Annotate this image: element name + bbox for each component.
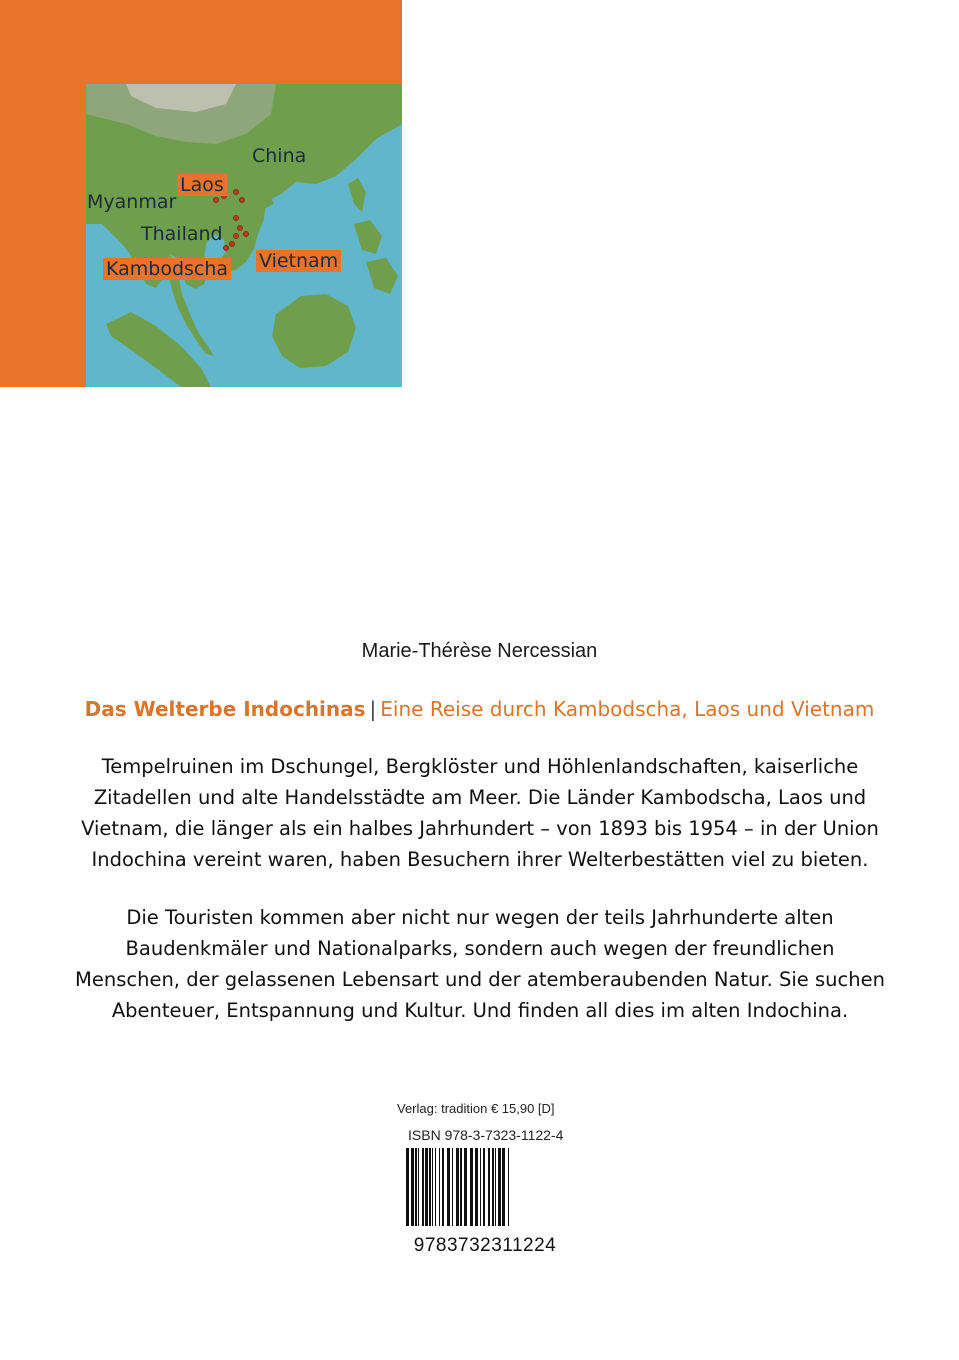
- barcode-bar: [464, 1148, 467, 1226]
- barcode-bar: [432, 1148, 433, 1226]
- barcode-bar: [488, 1148, 490, 1226]
- author-name: Marie-Thérèse Nercessian: [361, 640, 598, 662]
- title-separator: |: [369, 697, 377, 721]
- barcode-bar: [452, 1148, 453, 1226]
- map-label-vietnam: Vietnam: [256, 250, 341, 272]
- isbn-text: ISBN 978-3-7323-1122-4: [408, 1127, 564, 1143]
- barcode-bar: [425, 1148, 428, 1226]
- blurb-paragraph-1: Tempelruinen im Dschungel, Bergklöster und Höhlenlandschaften, kaiserliche Zitadellen und alte Handelsstädte am Meer. Die Länder Kambodscha, Laos und Vietnam, die länger als ein halbes Jahrhundert – von 1893 bis 1954 – in der Union Indochina vereint waren, haben Besuchern ihrer Welterbestätten viel zu bieten.: [81, 755, 879, 871]
- barcode-bar: [470, 1148, 473, 1226]
- barcode-bar: [429, 1148, 431, 1226]
- map-label-thailand: Thailand: [141, 223, 223, 245]
- barcode-bar: [422, 1148, 424, 1226]
- barcode-bar: [447, 1148, 450, 1226]
- blurb-paragraph-2: Die Touristen kommen aber nicht nur wegen der teils Jahrhunderte alten Baudenkmäler und Nationalparks, sondern auch wegen der freundlichen Menschen, der gelassenen Lebensart und der atemberaubenden Natur. Sie suchen Abenteuer, Entspannung und Kultur. Und finden all dies im alten Indochina.: [75, 906, 885, 1022]
- barcode-bar: [492, 1148, 494, 1226]
- barcode-bar: [442, 1148, 444, 1226]
- publisher-price: Verlag: tradition € 15,90 [D]: [397, 1101, 555, 1116]
- barcode-bar: [480, 1148, 481, 1226]
- barcode-bar: [483, 1148, 485, 1226]
- barcode-bar: [439, 1148, 440, 1226]
- map-label-myanmar: Myanmar: [87, 191, 177, 213]
- barcode-bar: [456, 1148, 459, 1226]
- map-label-laos: Laos: [177, 174, 227, 196]
- barcode-bar: [475, 1148, 478, 1226]
- title-main: Das Welterbe Indochinas: [84, 697, 366, 721]
- barcode: [405, 1148, 561, 1226]
- barcode-bar: [502, 1148, 505, 1226]
- map-label-kambodscha: Kambodscha: [103, 258, 231, 280]
- barcode-bar: [460, 1148, 462, 1226]
- barcode-bar: [411, 1148, 414, 1226]
- book-title: [0, 697, 959, 721]
- map-graphic: [86, 84, 402, 387]
- barcode-bar: [498, 1148, 501, 1226]
- barcode-number: 9783732311224: [413, 1235, 557, 1256]
- title-subtitle: Eine Reise durch Kambodscha, Laos und Vietnam: [380, 697, 875, 721]
- barcode-bar: [406, 1148, 409, 1226]
- barcode-bar: [435, 1148, 436, 1226]
- barcode-bar: [495, 1148, 496, 1226]
- barcode-bar: [418, 1148, 419, 1226]
- map-label-china: China: [252, 145, 307, 167]
- indochina-map: [86, 84, 402, 387]
- barcode-bar: [508, 1148, 509, 1226]
- barcode-bar: [415, 1148, 417, 1226]
